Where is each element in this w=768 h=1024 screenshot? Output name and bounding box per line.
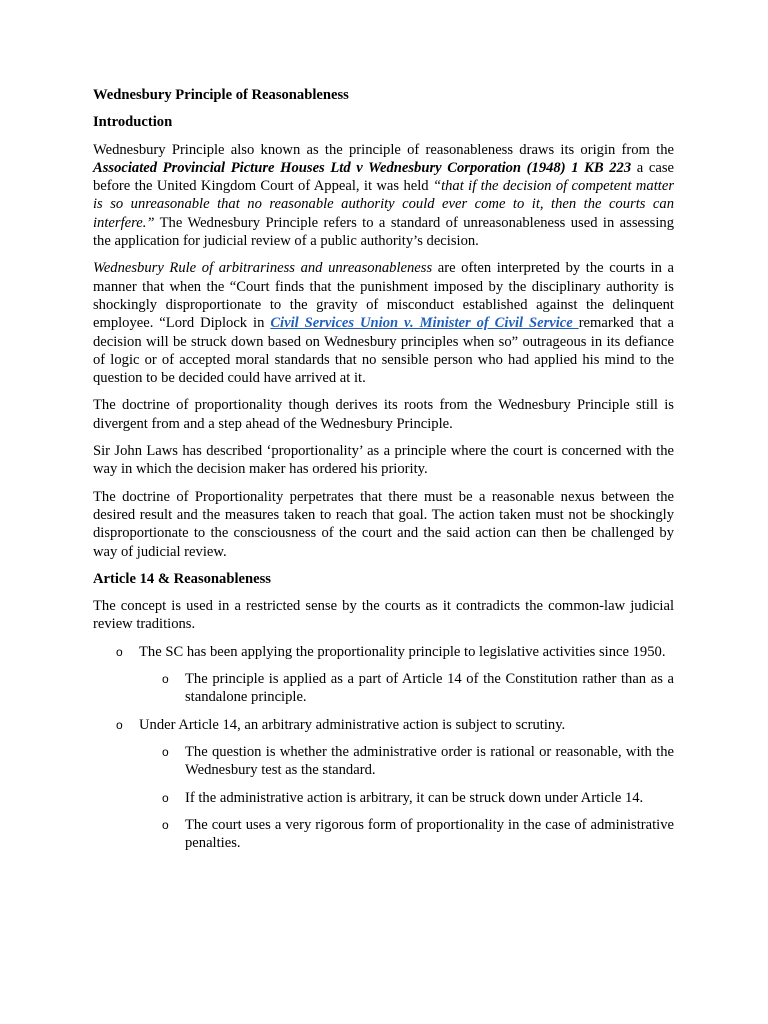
bullet-icon: o (162, 744, 169, 759)
article-14-heading: Article 14 & Reasonableness (93, 570, 271, 587)
holding-quote: “that if the decision of competent matter is so unreasonable that no reasonable authority could ever come to it, then the courts can interfere.” (93, 178, 674, 231)
list-item (162, 743, 674, 780)
list-item (162, 670, 674, 707)
restricted-sense-paragraph: The concept is used in a restricted sense by the courts as it contradicts the common-law judicial review traditions. (93, 598, 674, 633)
proportionality-doctrine-paragraph: The doctrine of Proportionality perpetrates that there must be a reasonable nexus between the desired result and the measures taken to reach that goal. The action taken must not be shockingly disproportionate to the consciousness of the court and the said action can then be challenged by way of judicial review. (93, 488, 674, 560)
list-item (116, 643, 674, 661)
list-item-text: The principle is applied as a part of Article 14 of the Constitution rather than as a standalone principle. (185, 671, 674, 706)
rule-text-a: are often interpreted by the courts in a manner that when the “Court finds that the punishment imposed by the disciplinary authority is shockingly disproportionate to the gravity of misconduct established against the delinquent employee. “Lord Diplock in (93, 260, 674, 332)
list-item-text: The SC has been applying the proportionality principle to legislative activities since 1950. (139, 643, 666, 660)
document-title: Wednesbury Principle of Reasonableness (93, 87, 349, 103)
bullet-icon: o (116, 644, 123, 659)
list-item-text: Under Article 14, an arbitrary administrative action is subject to scrutiny. (139, 716, 566, 733)
bullet-icon: o (116, 717, 123, 732)
intro-text-b: a case before the United Kingdom Court of Appeal, it was held (93, 159, 674, 195)
bullet-icon: o (162, 790, 169, 805)
case-citation: Associated Provincial Picture Houses Ltd v Wednesbury Corporation (1948) 1 KB 223 (93, 159, 632, 176)
list-item-text: The court uses a very rigorous form of proportionality in the case of administrative penalties. (185, 816, 674, 852)
list-item-text: The question is whether the administrative order is rational or reasonable, with the Wednesbury test as the standard. (185, 743, 674, 779)
document-page (93, 86, 674, 861)
rule-text-b: remarked that a decision will be struck down based on Wednesbury principles when so” outrageous in its defiance of logic or of accepted moral standards that no sensible person who had applied his mind to the question to be decided could have arrived at it. (93, 315, 675, 387)
bullet-icon: o (162, 817, 169, 832)
intro-paragraph (93, 141, 674, 251)
wednesbury-rule-paragraph (93, 259, 674, 387)
bullet-icon: o (162, 672, 169, 687)
list-item (162, 816, 674, 853)
intro-text-c: The Wednesbury Principle refers to a standard of unreasonableness used in assessing the application for judicial review of a public authority’s decision. (93, 214, 674, 250)
john-laws-paragraph: Sir John Laws has described ‘proportionality’ as a principle where the court is concerned with the way in which the decision maker has ordered his priority. (93, 443, 674, 478)
bullet-list (93, 643, 674, 853)
list-item (116, 716, 674, 734)
list-item (162, 789, 674, 807)
civil-services-union-link[interactable]: Civil Services Union v. Minister of Civil Service (270, 315, 579, 332)
intro-text-a: Wednesbury Principle also known as the principle of reasonableness draws its origin from the (93, 141, 674, 158)
proportionality-roots-paragraph: The doctrine of proportionality though derives its roots from the Wednesbury Principle still is divergent from and a step ahead of the Wednesbury Principle. (93, 397, 674, 432)
wednesbury-rule-phrase: Wednesbury Rule of arbitrariness and unreasonableness (93, 260, 433, 277)
introduction-heading: Introduction (93, 114, 173, 131)
list-item-text: If the administrative action is arbitrary, it can be struck down under Article 14. (185, 789, 644, 806)
